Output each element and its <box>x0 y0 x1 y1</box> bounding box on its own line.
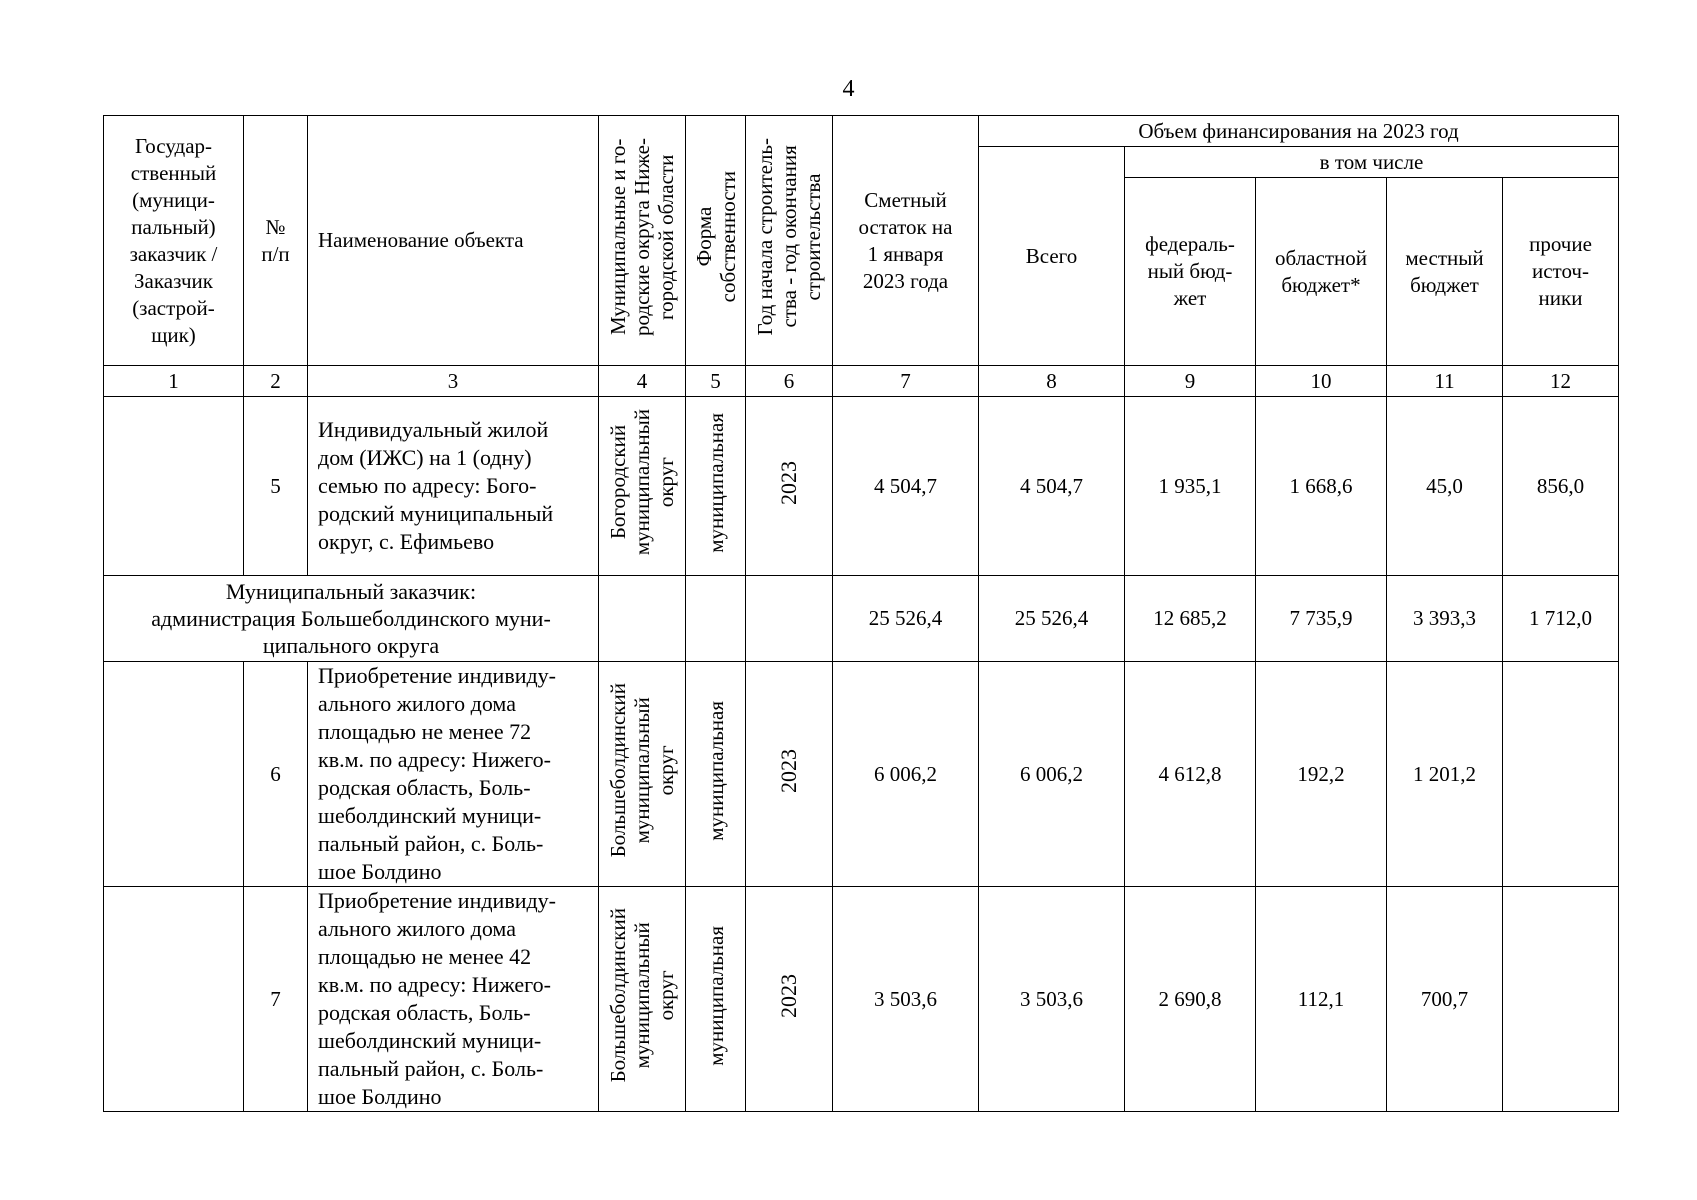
district-cell: Большеболдинский муниципальный округ <box>599 662 686 887</box>
total-value: 4 504,7 <box>979 397 1125 576</box>
customer-cell <box>104 662 244 887</box>
object-name: Приобретение индивиду- ального жилого дома площадью не менее 42 кв.м. по адресу: Нижего- родская область, Боль- шеболдинский муници- пальный район, с. Боль- шое Болдино <box>308 887 599 1112</box>
ownership-cell: муниципальная <box>686 397 746 576</box>
estimate-value: 3 503,6 <box>833 887 979 1112</box>
other-value: 856,0 <box>1503 397 1619 576</box>
item-number: 5 <box>244 397 308 576</box>
local-value: 45,0 <box>1387 397 1503 576</box>
regional-value: 192,2 <box>1256 662 1387 887</box>
year-cell: 2023 <box>746 397 833 576</box>
header-including: в том числе <box>1125 147 1619 178</box>
column-numbers-row <box>104 366 1619 397</box>
page-number: 4 <box>842 76 855 102</box>
header-estimate: Сметный остаток на 1 января 2023 года <box>833 116 979 366</box>
year-cell: 2023 <box>746 887 833 1112</box>
header-regional: областной бюджет* <box>1256 178 1387 366</box>
header-districts: Муниципальные и го- родские округа Ниже- городской области <box>599 116 686 366</box>
header-years: Год начала строитель- ства - год окончания строительства <box>746 116 833 366</box>
local-value: 700,7 <box>1387 887 1503 1112</box>
customer-cell <box>104 887 244 1112</box>
regional-value: 1 668,6 <box>1256 397 1387 576</box>
table-row <box>104 662 1619 887</box>
column-number: 2 <box>244 366 308 397</box>
header-total: Всего <box>979 147 1125 366</box>
column-number: 1 <box>104 366 244 397</box>
ownership-cell: муниципальная <box>686 887 746 1112</box>
header-object-name: Наименование объекта <box>308 116 599 366</box>
federal-value: 1 935,1 <box>1125 397 1256 576</box>
total-value: 6 006,2 <box>979 662 1125 887</box>
district-cell: Большеболдинский муниципальный округ <box>599 887 686 1112</box>
object-name: Приобретение индивиду- ального жилого дома площадью не менее 72 кв.м. по адресу: Нижего- родская область, Боль- шеболдинский муници- пальный район, с. Боль- шое Болдино <box>308 662 599 887</box>
regional-value: 112,1 <box>1256 887 1387 1112</box>
other-value: 1 712,0 <box>1503 576 1619 662</box>
item-number: 6 <box>244 662 308 887</box>
table-row <box>104 397 1619 576</box>
item-number: 7 <box>244 887 308 1112</box>
header-number: № п/п <box>244 116 308 366</box>
financing-table <box>103 115 1619 1112</box>
regional-value: 7 735,9 <box>1256 576 1387 662</box>
column-number: 4 <box>599 366 686 397</box>
column-number: 5 <box>686 366 746 397</box>
header-customer: Государ- ственный (муници- пальный) заказчик / Заказчик (застрой- щик) <box>104 116 244 366</box>
estimate-value: 25 526,4 <box>833 576 979 662</box>
estimate-value: 4 504,7 <box>833 397 979 576</box>
federal-value: 2 690,8 <box>1125 887 1256 1112</box>
other-value <box>1503 887 1619 1112</box>
column-number: 10 <box>1256 366 1387 397</box>
table-row <box>104 887 1619 1112</box>
customer-cell <box>104 397 244 576</box>
header-row-1 <box>104 116 1619 147</box>
year-cell: 2023 <box>746 662 833 887</box>
header-ownership: Форма собственности <box>686 116 746 366</box>
group-row <box>104 576 1619 662</box>
object-name: Индивидуальный жилой дом (ИЖС) на 1 (одну) семью по адресу: Бого- родский муниципальный округ, с. Ефимьево <box>308 397 599 576</box>
header-local: местный бюджет <box>1387 178 1503 366</box>
ownership-cell: муниципальная <box>686 662 746 887</box>
empty-cell <box>599 576 686 662</box>
column-number: 8 <box>979 366 1125 397</box>
total-value: 25 526,4 <box>979 576 1125 662</box>
empty-cell <box>686 576 746 662</box>
empty-cell <box>746 576 833 662</box>
federal-value: 4 612,8 <box>1125 662 1256 887</box>
column-number: 7 <box>833 366 979 397</box>
column-number: 11 <box>1387 366 1503 397</box>
group-customer-title: Муниципальный заказчик: администрация Большеболдинского муни- ципального округа <box>104 576 599 662</box>
total-value: 3 503,6 <box>979 887 1125 1112</box>
column-number: 12 <box>1503 366 1619 397</box>
header-other: прочие источ- ники <box>1503 178 1619 366</box>
local-value: 1 201,2 <box>1387 662 1503 887</box>
column-number: 3 <box>308 366 599 397</box>
other-value <box>1503 662 1619 887</box>
federal-value: 12 685,2 <box>1125 576 1256 662</box>
estimate-value: 6 006,2 <box>833 662 979 887</box>
local-value: 3 393,3 <box>1387 576 1503 662</box>
header-federal: федераль- ный бюд- жет <box>1125 178 1256 366</box>
column-number: 6 <box>746 366 833 397</box>
district-cell: Богородский муниципальный округ <box>599 397 686 576</box>
header-financing-title: Объем финансирования на 2023 год <box>979 116 1619 147</box>
column-number: 9 <box>1125 366 1256 397</box>
